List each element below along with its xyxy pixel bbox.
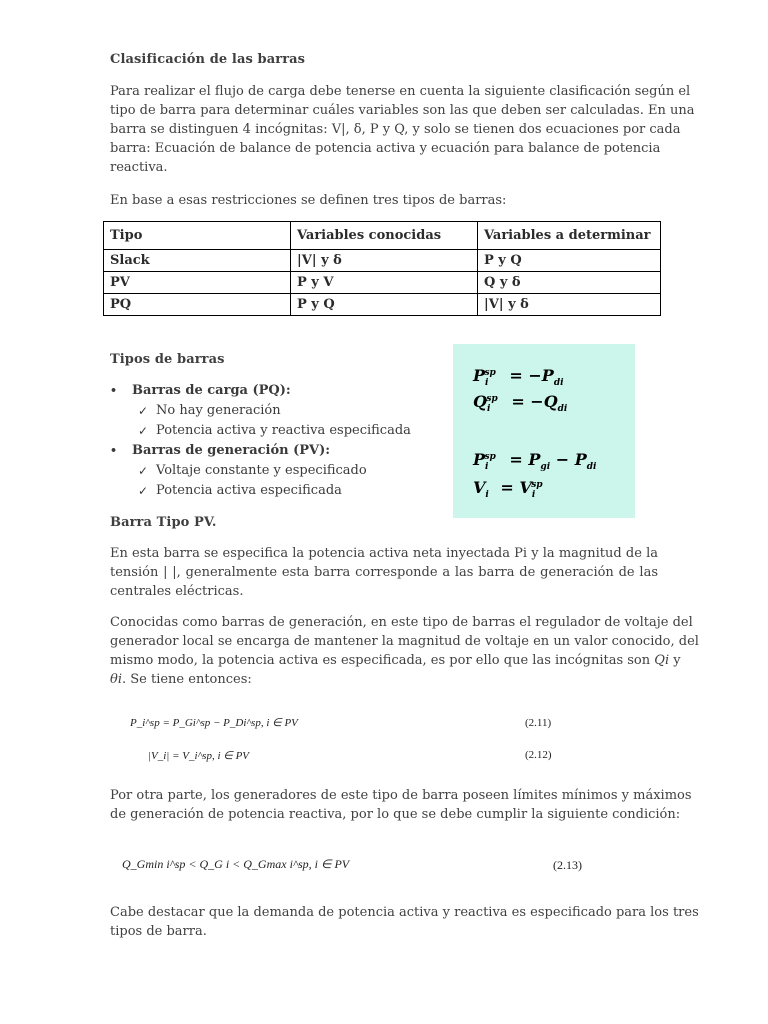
table-header-cell: Variables conocidas (291, 222, 478, 250)
barra-pv-title: Barra Tipo PV. (110, 515, 217, 530)
table-cell: Slack (104, 250, 291, 272)
text-line: Por otra parte, los generadores de este tipo de barra poseen límites mínimos y máximos (110, 788, 692, 803)
intro-paragraph (110, 82, 695, 177)
check-icon: ✓ (138, 464, 149, 478)
formula-line: $Q_i^{sp} = -Q_{di}$ (473, 392, 568, 415)
list-item-label: Potencia activa especificada (156, 483, 342, 498)
text-line: En esta barra se especifica la potencia activa neta inyectada Pi y la magnitud de la (110, 546, 658, 561)
table-cell: P y V (291, 272, 478, 294)
check-icon: ✓ (138, 424, 149, 438)
equation-2-12: |V_i| = V_i^sp, i ∈ PV (148, 750, 250, 762)
demand-paragraph (110, 903, 699, 941)
list-item-label: Voltaje constante y especificado (156, 463, 367, 478)
equation-number: (2.11) (525, 717, 552, 729)
table-cell: P y Q (478, 250, 661, 272)
text-line: θi. Se tiene entonces: (110, 672, 252, 687)
text-line: tipos de barra. (110, 924, 207, 939)
barra-pv-paragraph-1 (110, 544, 658, 601)
list-item (110, 441, 411, 461)
restrictions-text (110, 191, 658, 210)
text-line: mismo modo, la potencia activa es especificada, es por ello que las incógnitas son Qi y (110, 653, 681, 668)
text-line: reactiva. (110, 160, 168, 175)
text-line: generador local se encarga de mantener la magnitud de voltaje en un valor conocido, del (110, 634, 699, 649)
formula-line: $P_i^{sp} = -P_{di}$ (473, 366, 564, 389)
table-header-row (104, 222, 661, 250)
equation-2-11: P_i^sp = P_Gi^sp − P_Di^sp, i ∈ PV (130, 717, 298, 729)
list-item-label: Barras de generación (PV): (132, 443, 331, 458)
list-item (110, 401, 411, 421)
equation-2-13: Q_Gmin i^sp < Q_G i < Q_Gmax i^sp, i ∈ PV (122, 857, 350, 871)
table-cell: PQ (104, 294, 291, 316)
formula-line: $P_i^{sp} = P_{gi} - P_{di}$ (473, 450, 597, 473)
formula-box (453, 344, 635, 518)
limits-paragraph (110, 786, 692, 824)
list-item-label: Potencia activa y reactiva especificada (156, 423, 411, 438)
text-line: barra: Ecuación de balance de potencia activa y ecuación para balance de potencia (110, 141, 661, 156)
list-item (110, 381, 411, 401)
table-row (104, 272, 661, 294)
list-item-label: No hay generación (156, 403, 281, 418)
text-line: Cabe destacar que la demanda de potencia activa y reactiva es especificado para los tres (110, 905, 699, 920)
text-line: barra se distinguen 4 incógnitas: V|, δ, P y Q, y solo se tienen dos ecuaciones por cada (110, 122, 681, 137)
table-row (104, 250, 661, 272)
check-icon: ✓ (138, 404, 149, 418)
table-cell: Q y δ (478, 272, 661, 294)
table-cell: PV (104, 272, 291, 294)
list-item-label: Barras de carga (PQ): (132, 383, 291, 398)
formula-line: $V_i = V_i^{sp}$ (473, 478, 543, 501)
section-title: Clasificación de las barras (110, 52, 306, 67)
equation-number: (2.12) (525, 749, 552, 761)
text-line: centrales eléctricas. (110, 584, 244, 599)
list-item (110, 481, 411, 501)
list-item (110, 421, 411, 441)
table-row (104, 294, 661, 316)
table-header-cell: Tipo (104, 222, 291, 250)
text-line: Conocidas como barras de generación, en este tipo de barras el regulador de voltaje del (110, 615, 693, 630)
barra-pv-paragraph-2 (110, 613, 699, 689)
table-cell: P y Q (291, 294, 478, 316)
tipos-title: Tipos de barras (110, 352, 225, 367)
list-item (110, 461, 411, 481)
text-line: tensión | |, generalmente esta barra corresponde a las barra de generación de las (110, 565, 658, 580)
bus-types-list (110, 381, 411, 501)
table-cell: |V| y δ (478, 294, 661, 316)
text-line: En base a esas restricciones se definen tres tipos de barras: (110, 193, 507, 208)
equation-number: (2.13) (553, 858, 582, 872)
table-cell: |V| y δ (291, 250, 478, 272)
text-line: Para realizar el flujo de carga debe tenerse en cuenta la siguiente clasificación según el (110, 84, 691, 99)
text-line: de generación de potencia reactiva, por lo que se debe cumplir la siguiente condición: (110, 807, 681, 822)
check-icon: ✓ (138, 484, 149, 498)
bus-types-table (103, 221, 661, 316)
text-line: tipo de barra para determinar cuáles variables son las que deben ser calculadas. En una (110, 103, 695, 118)
table-header-cell: Variables a determinar (478, 222, 661, 250)
